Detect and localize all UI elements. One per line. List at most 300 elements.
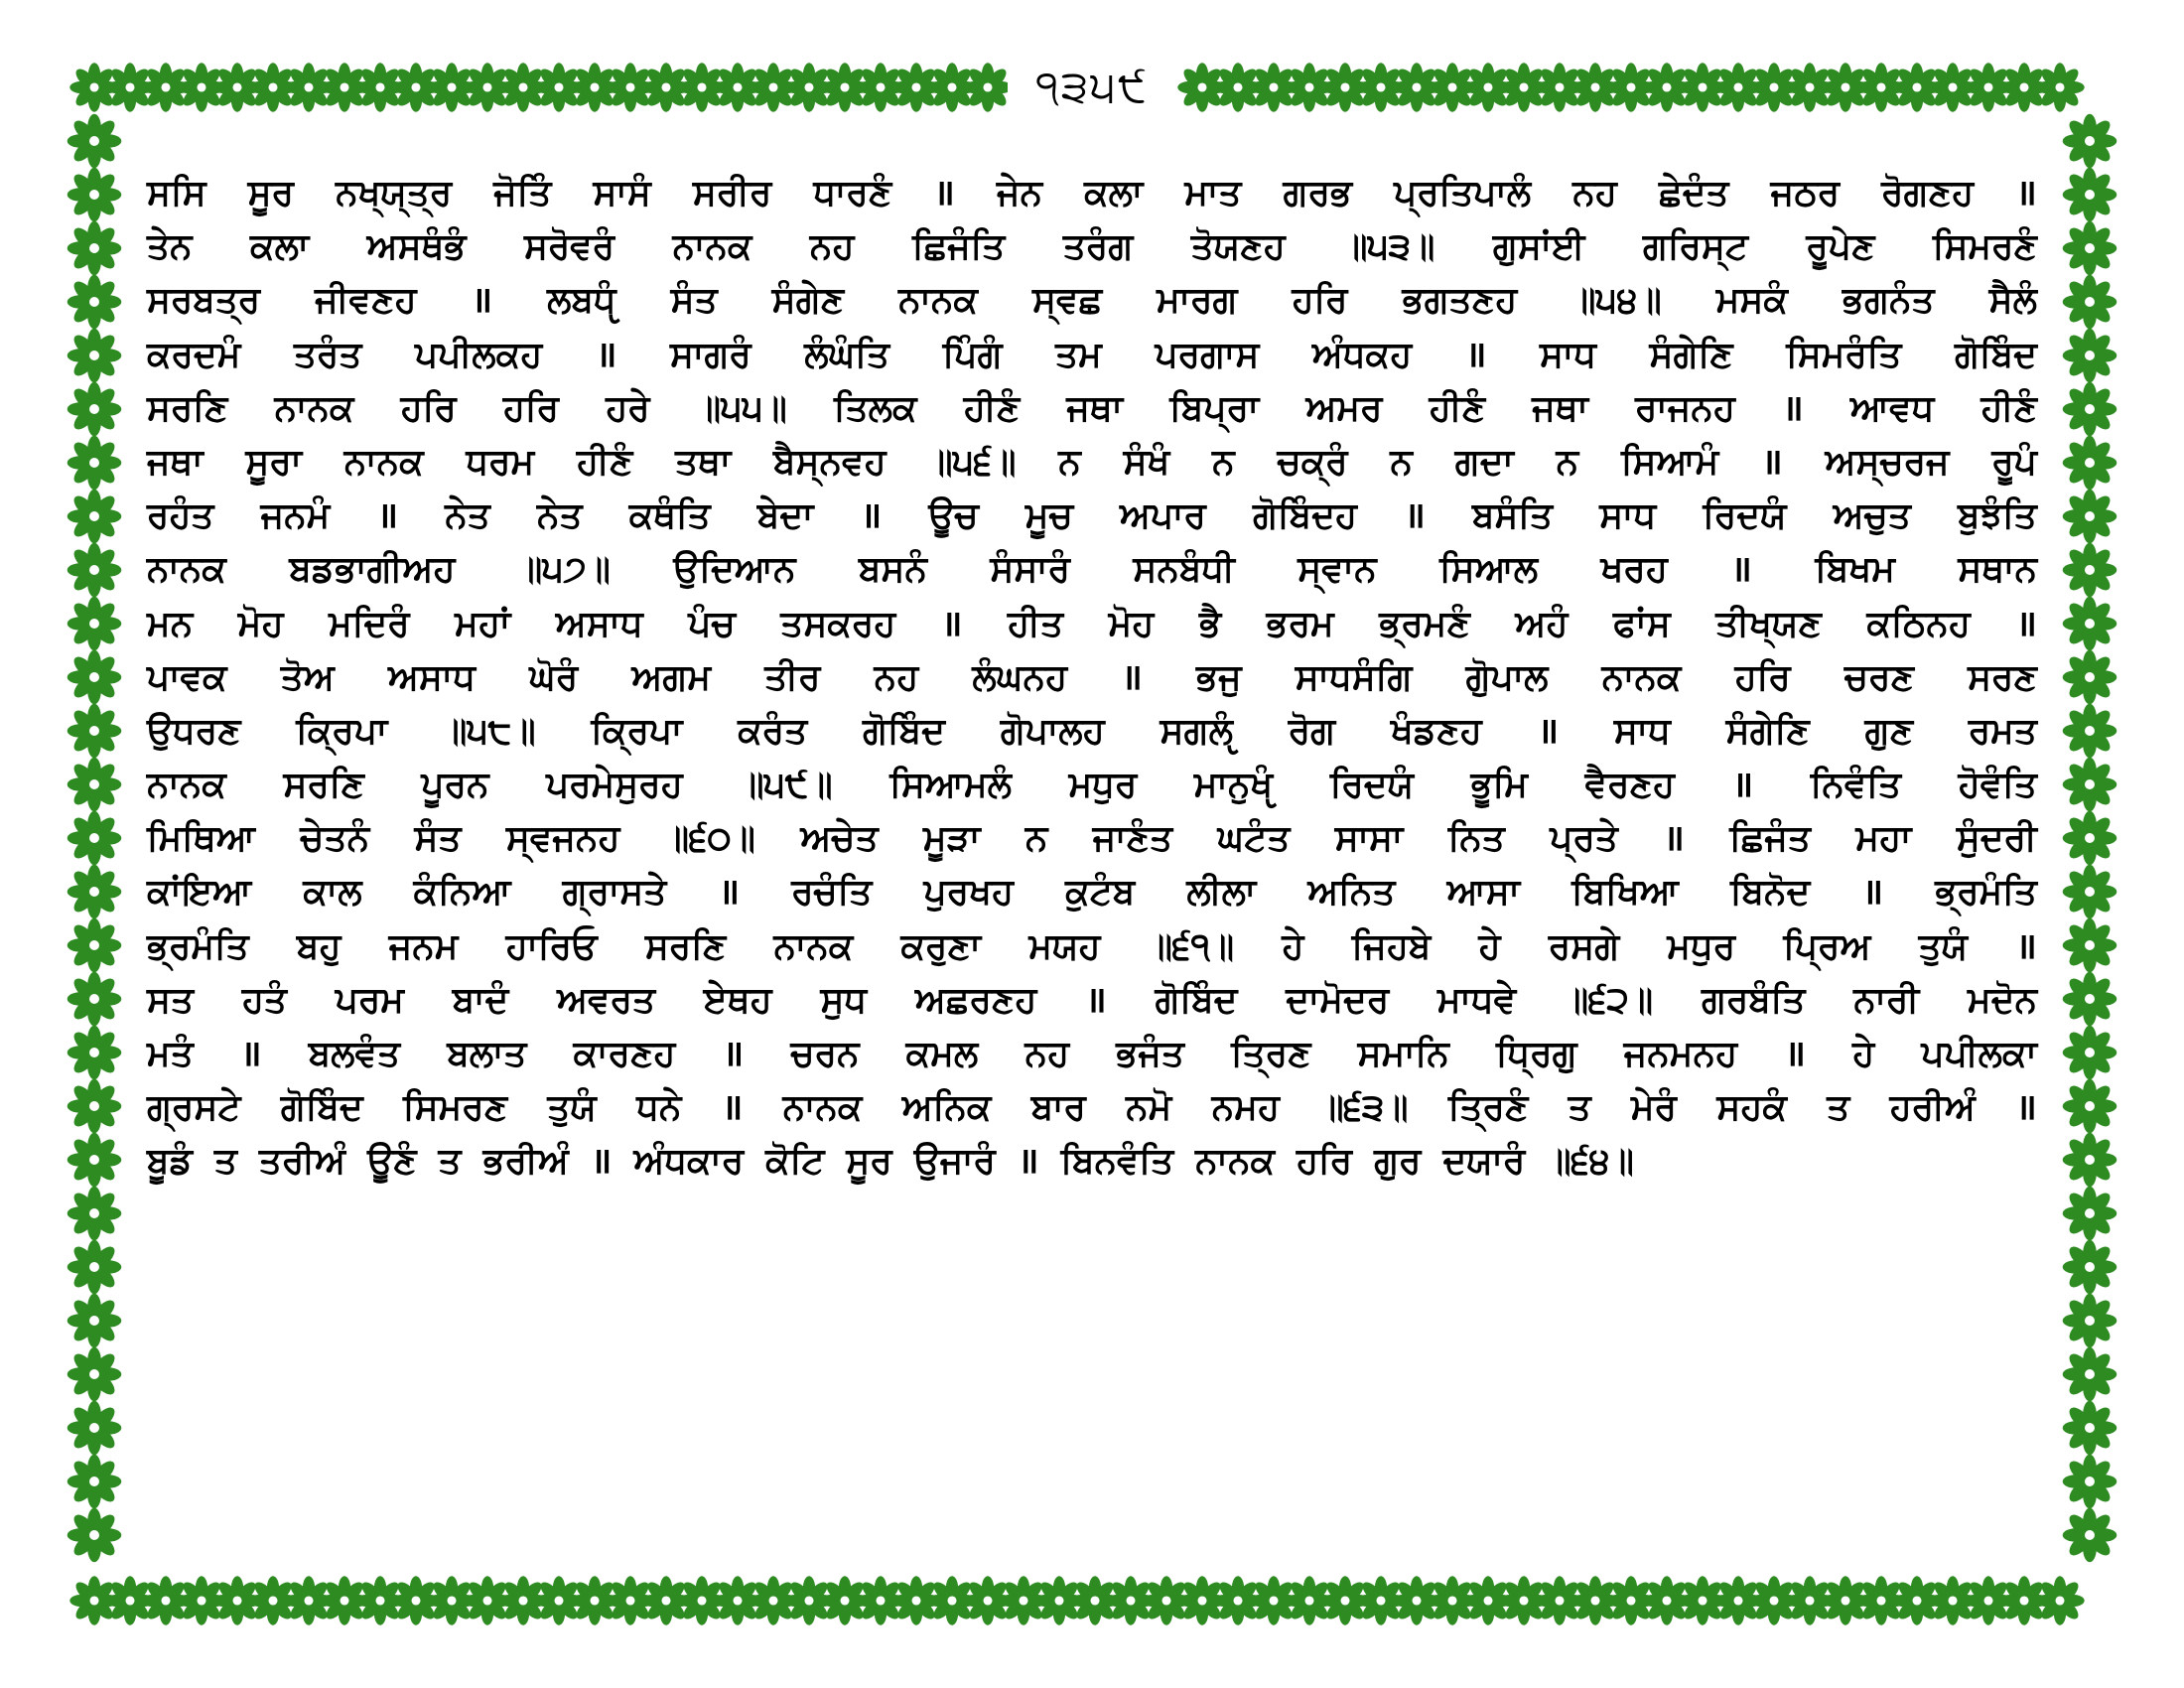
word: ਸਰਣਿ — [147, 387, 228, 429]
word: ॥ — [1761, 441, 1783, 483]
word: ਕਲਾ — [250, 226, 310, 268]
word: ਜਥਾ — [1532, 387, 1588, 429]
word: ਤੀਖ੍ਯਣ — [1715, 603, 1822, 644]
word: ਤੁਯੰ — [547, 1087, 597, 1129]
word: ਹੀਣੰ — [1980, 387, 2037, 429]
flower-icon — [2063, 436, 2117, 491]
word: ਮਹਾਂ — [455, 603, 511, 644]
word: ਚਰਣ — [1843, 656, 1914, 698]
word: ॥ — [2015, 173, 2037, 213]
word: ਕਾਲ — [303, 872, 362, 914]
word: ॥ — [718, 872, 741, 914]
word: ਤ — [438, 1141, 462, 1183]
word: ਰਿਦਯੰ — [1329, 765, 1415, 806]
text-line — [147, 274, 2037, 328]
word: ਕਾਰਣਹ — [573, 1034, 676, 1074]
text-line — [147, 759, 2037, 812]
word: ॥ — [1782, 387, 1804, 429]
word: ਪਪੀਲਕਹ — [415, 334, 543, 375]
word: ਅਮਰ — [1305, 387, 1383, 429]
word: ਨਮੋ — [1126, 1087, 1172, 1129]
word: ਸਹਕੰ — [1716, 1087, 1787, 1129]
word: ॥੬੧॥ — [1148, 925, 1235, 967]
flower-icon — [2063, 597, 2117, 651]
flower-icon — [68, 1401, 122, 1456]
word: ਬਿਖਮ — [1815, 549, 1895, 591]
word: ਪ੍ਰਤਿਪਾਲੰ — [1394, 173, 1532, 213]
word: ਬੁਝੰਤਿ — [1958, 495, 2037, 537]
word: ਆਵਧ — [1849, 387, 1935, 429]
word: ਅੰਧਕਹ — [1311, 334, 1413, 375]
word: ਸੰਗੇਣਿ — [1649, 334, 1733, 375]
text-line — [147, 543, 2037, 597]
word: ਭਗਨੰਤ — [1842, 280, 1935, 322]
flower-icon — [68, 650, 122, 705]
flower-icon — [68, 168, 122, 222]
flower-icon — [2063, 329, 2117, 383]
word: ਮਧੁਰ — [1068, 765, 1138, 806]
word: ਉਜਾਰੰ — [913, 1141, 996, 1183]
word: ਤਰੰਗ — [1062, 226, 1134, 268]
word: ਰਿਦਯੰ — [1703, 495, 1787, 537]
word: ਮਾਤ — [1184, 173, 1242, 213]
word: ਕਰਦਮੰ — [147, 334, 241, 375]
word: ॥ — [1537, 710, 1560, 752]
word: ਰਮਤ — [1968, 710, 2037, 752]
word: ਤੋਯਣਹ — [1190, 226, 1286, 268]
word: ਹੀਣੰ — [1429, 387, 1486, 429]
word: ਧਾਰਣੰ — [813, 173, 892, 213]
word: ॥ — [1784, 1034, 1806, 1074]
word: ਸੂਰ — [846, 1141, 892, 1183]
flower-icon — [2063, 811, 2117, 866]
word: ਜਥਾ — [1066, 387, 1124, 429]
word: ਨਿਤ — [1447, 818, 1505, 860]
word: ਜੇਨ — [996, 173, 1042, 213]
word: ਪਿੰਗੰ — [942, 334, 1003, 375]
flower-icon — [68, 1187, 122, 1241]
word: ਕਰੰਤ — [738, 710, 808, 752]
word: ਚਰਨ — [790, 1034, 860, 1074]
word: ਨ — [1058, 441, 1081, 483]
word: ਪਰਗਾਸ — [1155, 334, 1260, 375]
word: ਅਗਮ — [631, 656, 712, 698]
word: ਸੰਗੇਣ — [771, 280, 845, 322]
word: ਸੰਸਾਰੰ — [990, 549, 1070, 591]
word: ਤੋਅ — [280, 656, 335, 698]
word: ਅਹੰ — [1515, 603, 1569, 644]
word: ਮਾਨੁਖੵੰ — [1193, 765, 1274, 806]
word: ਅਸਾਧ — [555, 603, 643, 644]
word: ਮਧੁਰ — [1667, 925, 1736, 967]
word: ਧਨੇ — [636, 1087, 682, 1129]
flower-icon — [2063, 1026, 2117, 1080]
word: ਉਧਰਣ — [147, 710, 241, 752]
word: ਪੂਰਨ — [421, 765, 489, 806]
word: ਤ — [213, 1141, 237, 1183]
word: ਪ੍ਰਤੇ — [1550, 818, 1618, 860]
word: ਨਮਹ — [1211, 1087, 1280, 1129]
word: ਗੋਬਿੰਦ — [1155, 979, 1238, 1021]
text-line — [147, 1135, 2037, 1189]
word: ਨਾਨਕ — [1195, 1141, 1276, 1183]
word: ਮਦਿਰੰ — [329, 603, 410, 644]
text-line — [147, 1028, 2037, 1081]
word: ਗ੍ਰਸਟੇ — [147, 1087, 241, 1129]
word: ਨਾਨਕ — [1601, 656, 1682, 698]
word: ਗੁਸਾਂਈ — [1492, 226, 1585, 268]
word: ਗੋਬਿੰਦ — [280, 1087, 363, 1129]
flower-icon — [2035, 1576, 2084, 1624]
word: ਗਰਬੰਤਿ — [1701, 979, 1806, 1021]
word: ਮਾਧਵੇ — [1436, 979, 1517, 1021]
flower-icon — [2063, 490, 2117, 544]
word: ਤੇਨ — [147, 226, 193, 268]
flower-icon — [2063, 972, 2117, 1027]
word: ॥ — [471, 280, 493, 322]
word: ਨਾਨਕ — [773, 925, 854, 967]
word: ॥ — [2015, 925, 2037, 967]
word: ਸੰਗੇਣਿ — [1725, 710, 1810, 752]
word: ਨਹ — [1572, 173, 1617, 213]
word: ਸਨਬੰਧੀ — [1133, 549, 1235, 591]
word: ਭ੍ਰਮਣੰ — [1379, 603, 1470, 644]
word: ਸਾਧ — [1539, 334, 1596, 375]
word: ਭਜੰਤ — [1116, 1034, 1184, 1074]
word: ਹੀਤ — [1008, 603, 1064, 644]
word: ਕਲਾ — [1084, 173, 1144, 213]
word: ਜਨਮਨਹ — [1623, 1034, 1738, 1074]
word: ਪਰਮੇਸੁਰਹ — [546, 765, 683, 806]
word: ਤਸਕਰਹ — [780, 603, 896, 644]
word: ਹਰੇ — [606, 387, 650, 429]
word: ਸਾਸਾ — [1334, 818, 1404, 860]
word: ਨਾਰੀ — [1853, 979, 1920, 1021]
word: ਮੋਹ — [237, 603, 284, 644]
word: ਰਹੰਤ — [147, 495, 214, 537]
word: ਸੁੰਦਰੀ — [1956, 818, 2037, 860]
flower-icon — [68, 758, 122, 812]
flower-icon — [2063, 221, 2117, 276]
word: ਅਸ੍ਚਰਜ — [1825, 441, 1950, 483]
word: ਹੇ — [1852, 1034, 1875, 1074]
word: ਸਰਣਿ — [283, 765, 364, 806]
word: ਹੇ — [1282, 925, 1304, 967]
word: ਚੇਤਨੰ — [300, 818, 370, 860]
word: ॥ — [1731, 765, 1754, 806]
word: ਹਰਿ — [1292, 280, 1348, 322]
word: ਸ੍ਵਾਨ — [1297, 549, 1377, 591]
word: ਹਰਿ — [502, 387, 559, 429]
word: ਗ੍ਰਾਸਤੇ — [562, 872, 667, 914]
word: ਨਿਵੰਤਿ — [1810, 765, 1902, 806]
word: ਕੁਟੰਬ — [1065, 872, 1136, 914]
word: ਜਥਾ — [147, 441, 204, 483]
word: ਏਥਹ — [703, 979, 772, 1021]
word: ਹਾਰਿਓ — [505, 925, 598, 967]
word: ਸਰੋਵਰੰ — [523, 226, 615, 268]
word: ਤ੍ਰਿਣੰ — [1447, 1087, 1529, 1129]
flower-icon — [2063, 1133, 2117, 1188]
word: ਸਤ — [147, 979, 195, 1021]
word: ਸੂਰ — [247, 173, 294, 213]
text-line — [147, 1081, 2037, 1135]
word: ਸਥਾਨ — [1958, 549, 2037, 591]
word: ॥ — [376, 495, 399, 537]
word: ਸਗਲੵੰ — [1160, 710, 1233, 752]
word: ਛੇਦੰਤ — [1658, 173, 1729, 213]
word: ॥੫੪॥ — [1571, 280, 1662, 322]
word: ਕੰਨਿਆ — [413, 872, 511, 914]
word: ਹਰਿ — [1297, 1141, 1353, 1183]
word: ਬਹੁ — [296, 925, 341, 967]
word: ਨੇਤ — [536, 495, 583, 537]
flower-icon — [68, 490, 122, 544]
word: ਰਾਜਨਹ — [1635, 387, 1735, 429]
flower-icon — [963, 63, 1012, 111]
flower-icon — [2063, 1187, 2117, 1241]
flower-icon — [2063, 1401, 2117, 1456]
word: ਧਰਮ — [466, 441, 535, 483]
text-line — [147, 651, 2037, 705]
flower-icon — [2063, 382, 2117, 437]
word: ॥੫੭॥ — [517, 549, 611, 591]
word: ਚਕ੍ਰੰ — [1277, 441, 1348, 483]
word: ਗਰਭ — [1283, 173, 1352, 213]
word: ਬਿਨੋਦ — [1729, 872, 1811, 914]
word: ਅਚੇਤ — [800, 818, 879, 860]
word: ਕਥੰਤਿ — [628, 495, 711, 537]
word: ਕਠਿਨਹ — [1866, 603, 1971, 644]
word: ਅਚੁਤ — [1833, 495, 1911, 537]
word: ਨ — [1024, 818, 1048, 860]
text-line — [147, 866, 2037, 919]
word: ਮਦੋਨ — [1967, 979, 2037, 1021]
word: ਜਿਹਬੇ — [1351, 925, 1432, 967]
word: ॥੬੩॥ — [1319, 1087, 1409, 1129]
word: ਸਰਣ — [1968, 656, 2037, 698]
word: ਬਿਖਿਆ — [1571, 872, 1679, 914]
word: ਹੇ — [1478, 925, 1501, 967]
word: ਬੂਡੰ — [147, 1141, 193, 1183]
flower-icon — [68, 972, 122, 1027]
flower-icon — [68, 1133, 122, 1188]
word: ॥੬੦॥ — [664, 818, 755, 860]
word: ਭਜੁ — [1196, 656, 1242, 698]
word: ਨਹ — [874, 656, 919, 698]
flower-icon — [2063, 918, 2117, 973]
word: ਅਸਾਧ — [387, 656, 476, 698]
flower-icon — [68, 918, 122, 973]
word: ॥੬੨॥ — [1564, 979, 1654, 1021]
word: ॥੫੮॥ — [443, 710, 536, 752]
word: ਮਸਕੰ — [1715, 280, 1788, 322]
word: ਰੋਗ — [1288, 710, 1336, 752]
flower-icon — [2063, 275, 2117, 330]
word: ਊਣੰ — [367, 1141, 417, 1183]
word: ਕੋਟਿ — [765, 1141, 825, 1183]
word: ਅਵਰਤ — [557, 979, 655, 1021]
word: ਸਿਆਮਲੰ — [889, 765, 1012, 806]
text-line — [147, 974, 2037, 1028]
word: ॥ — [1861, 872, 1884, 914]
word: ਬਲਾਤ — [447, 1034, 527, 1074]
word: ਲੰਘੰਤਿ — [804, 334, 890, 375]
flower-icon — [68, 811, 122, 866]
word: ਨੇਤ — [445, 495, 490, 537]
word: ਕ੍ਰਿਪਾ — [591, 710, 683, 752]
word: ॥ — [1017, 1141, 1039, 1183]
word: ॥ — [2015, 603, 2037, 644]
word: ਬਾਦੰ — [452, 979, 509, 1021]
word: ਮਾਰਗ — [1157, 280, 1238, 322]
word: ਬੇਦਾ — [756, 495, 814, 537]
flower-icon — [68, 543, 122, 598]
word: ॥ — [722, 1034, 745, 1074]
flower-icon — [68, 382, 122, 437]
flower-icon — [2063, 1294, 2117, 1348]
word: ਘਟੰਤ — [1217, 818, 1291, 860]
word: ਸੂਰਾ — [245, 441, 303, 483]
word: ਗੁਰ — [1374, 1141, 1422, 1183]
word: ਵੈਰਣਹ — [1584, 765, 1675, 806]
word: ਰਚੰਤਿ — [791, 872, 873, 914]
word: ਜਠਰ — [1770, 173, 1841, 213]
flower-icon — [2063, 758, 2117, 812]
word: ਹੀਣੰ — [576, 441, 633, 483]
word: ਰਸਗੇ — [1548, 925, 1620, 967]
word: ਜੋਤਿੰ — [493, 173, 552, 213]
word: ਬੈਸ੍ਨਵਹ — [773, 441, 887, 483]
word: ਪ੍ਰਿਅ — [1783, 925, 1871, 967]
word: ਗੋਬਿੰਦਹ — [1252, 495, 1358, 537]
word: ਹੀਣੰ — [963, 387, 1021, 429]
word: ਹਰਿ — [1734, 656, 1791, 698]
flower-icon — [68, 597, 122, 651]
word: ਜਨਮੰ — [260, 495, 331, 537]
gurbani-text — [147, 167, 2037, 1537]
flower-icon — [68, 1240, 122, 1295]
word: ਖੰਡਣਹ — [1390, 710, 1482, 752]
word: ਨ — [1556, 441, 1579, 483]
word: ਸਰੀਰ — [692, 173, 772, 213]
word: ਦਯਾਰੰ — [1442, 1141, 1526, 1183]
word: ਨਾਨਕ — [274, 387, 354, 429]
word: ਨਾਨਕ — [672, 226, 752, 268]
word: ਘੋਰੰ — [529, 656, 579, 698]
word: ਬਸੰਤਿ — [1471, 495, 1554, 537]
word: ਹੋਵੰਤਿ — [1958, 765, 2037, 806]
word: ਬਡਭਾਗੀਅਹ — [289, 549, 456, 591]
flower-icon — [68, 865, 122, 919]
word: ਸਿਮਰਣ — [403, 1087, 508, 1129]
word: ਭ੍ਰਮੰਤਿ — [147, 925, 249, 967]
flower-icon — [68, 275, 122, 330]
text-line — [147, 220, 2037, 274]
word: ਬਸਨੰ — [858, 549, 927, 591]
word: ਹਰਿ — [400, 387, 457, 429]
word: ਤ — [1568, 1087, 1591, 1129]
word: ਸਰਣਿ — [644, 925, 727, 967]
word: ਮਹਾ — [1855, 818, 1912, 860]
word: ਨਹ — [809, 226, 855, 268]
word: ਮੂੜਾ — [923, 818, 981, 860]
word: ਗਦਾ — [1454, 441, 1514, 483]
flower-icon — [2035, 63, 2084, 111]
word: ਨਾਨਕ — [782, 1087, 863, 1129]
word: ਕਮਲ — [905, 1034, 979, 1074]
word: ਤੀਰ — [764, 656, 821, 698]
word: ਸਾਧ — [1599, 495, 1657, 537]
word: ਤ — [1827, 1087, 1850, 1129]
flower-icon — [2063, 1508, 2117, 1563]
word: ਸਾਧਸੰਗਿ — [1295, 656, 1413, 698]
word: ਆਸਾ — [1446, 872, 1521, 914]
flower-icon — [68, 1347, 122, 1402]
word: ॥ — [239, 1034, 262, 1074]
word: ਨਾਨਕ — [898, 280, 978, 322]
flower-icon — [2063, 650, 2117, 705]
word: ਸੈਲੰ — [1988, 280, 2037, 322]
word: ਜੀਵਣਹ — [315, 280, 417, 322]
word: ਰੂਪੇਣ — [1806, 226, 1875, 268]
text-line — [147, 490, 2037, 543]
word: ਭਗਤਣਹ — [1402, 280, 1518, 322]
word: ਮਨ — [147, 603, 194, 644]
flower-icon — [68, 329, 122, 383]
word: ਦਾਮੋਦਰ — [1286, 979, 1390, 1021]
word: ਲਬਧੵੰ — [547, 280, 616, 322]
word: ਤ੍ਰਿਣ — [1231, 1034, 1311, 1074]
word: ਨਹ — [1024, 1034, 1070, 1074]
word: ਸੰਤ — [414, 818, 462, 860]
flower-icon — [68, 1294, 122, 1348]
word: ਤਰੀਅੰ — [258, 1141, 346, 1183]
word: ਲੀਲਾ — [1186, 872, 1257, 914]
word: ॥ — [1121, 656, 1143, 698]
word: ਸਿਮਰਣੰ — [1932, 226, 2037, 268]
word: ਸੁਧ — [820, 979, 868, 1021]
word: ਸਿਮਰੰਤਿ — [1786, 334, 1902, 375]
flower-icon — [68, 114, 122, 169]
word: ਮੇਰੰ — [1630, 1087, 1677, 1129]
word: ਲੰਘਨਹ — [972, 656, 1068, 698]
word: ॥ — [595, 334, 617, 375]
word: ਸ੍ਵਛ — [1031, 280, 1103, 322]
word: ਨਾਨਕ — [343, 441, 424, 483]
word: ਨ — [1390, 441, 1413, 483]
word: ਛਿਜੰਤਿ — [912, 226, 1006, 268]
flower-icon — [68, 1079, 122, 1134]
word: ॥੫੫॥ — [696, 387, 787, 429]
flower-icon — [2063, 168, 2117, 222]
word: ॥ — [1085, 979, 1107, 1021]
text-line — [147, 812, 2037, 866]
word: ॥ — [1464, 334, 1487, 375]
word: ॥੫੬॥ — [928, 441, 1017, 483]
word: ਫਾਂਸ — [1613, 603, 1671, 644]
text-line — [147, 167, 2037, 220]
flower-icon — [68, 1455, 122, 1509]
text-line — [147, 705, 2037, 759]
flower-icon — [2063, 114, 2117, 169]
flower-icon — [68, 1508, 122, 1563]
word: ਸਸਿ — [147, 173, 206, 213]
word: ਗੁੋਪਾਲ — [1465, 656, 1549, 698]
word: ਤਥਾ — [675, 441, 732, 483]
word: ਅਨਿਤ — [1307, 872, 1396, 914]
text-line — [147, 920, 2037, 974]
